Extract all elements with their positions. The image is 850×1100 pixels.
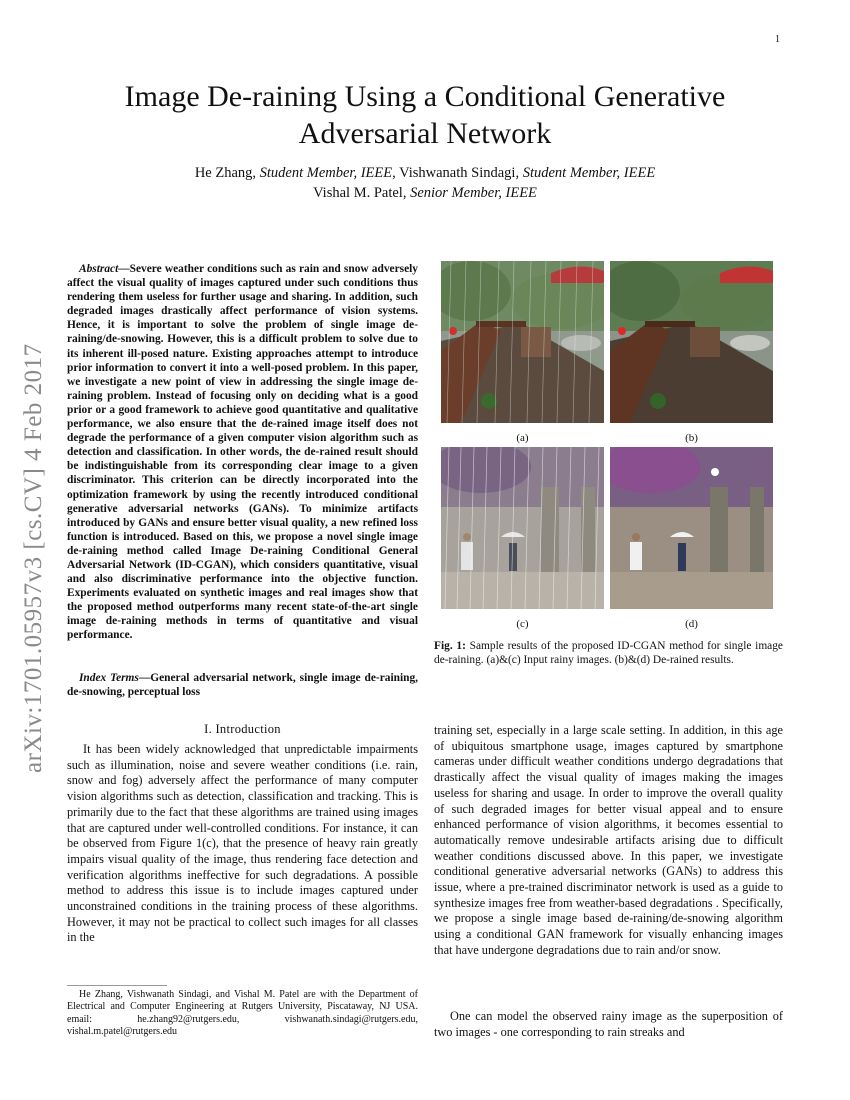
subfigure-label: (d): [685, 618, 698, 630]
intro-paragraph-1: It has been widely acknowledged that unpredictable impairments such as illumination, noise and severe weather conditions (i.e. rain, snow and fog) adversely affect the performance of many computer vision algorithms such as detection, classification and tracking. This is primarily due to the fact that these algorithms are trained using images that are captured under well-controlled conditions. For instance, it can be observed from Figure 1(c), that the presence of heavy rain greatly impairs visual quality of the image, thus rendering face detection and verification algorithms ineffective for such degradations. A possible method to address this issue is to include images captured under unconstrained conditions in the training process of these algorithms. However, it may not be practical to collect such images for all classes in the: [67, 742, 418, 945]
page-number: 1: [775, 34, 780, 45]
author-role: Senior Member, IEEE: [410, 185, 537, 201]
footnote-rule: [67, 985, 167, 986]
figure-caption: [434, 639, 783, 667]
abstract-text: Severe weather conditions such as rain and snow adversely affect the visual quality of images captured under such conditions thus rendering them useless for further usage and sharing. In addition, such degraded images drastically affect performance of vision systems. Hence, it is important to solve the problem of single image de-raining/de-snowing. However, this is a difficult problem to solve due to its inherent ill-posed nature. Existing approaches attempt to introduce prior information to convert it into a well-posed problem. In this paper, we investigate a new point of view in addressing the single image de-raining problem. Instead of focusing only on deciding what is a good prior or a good framework to achieve good quantitative and qualitative performance, we also ensure that the de-rained image itself does not degrade the performance of a given computer vision algorithm such as detection and classification. In other words, the de-rained result should be indistinguishable from its corresponding clear image to a given discriminator. This criterion can be directly incorporated into the optimization framework by using the recently introduced conditional generative adversarial networks (GANs). To minimize artifacts introduced by GANs and ensure better visual quality, a new refined loss function is introduced. Based on this, we propose a novel single image de-raining method called Image De-raining Conditional General Adversarial Network (ID-CGAN), which considers quantitative, visual and also discriminative performance into the objective function. Experiments evaluated on synthetic images and real images show that the proposed method outperforms many recent state-of-the-art single image de-raining methods in terms of quantitative and visual performance.: [67, 263, 418, 642]
author-list: He Zhang, Student Member, IEEE, Vishwanath Sindagi, Student Member, IEEE Vishal M. Patel, Senior Member, IEEE: [194, 165, 656, 201]
intro-paragraph-1-continued: training set, especially in a large scale setting. In addition, in this age of ubiquitous smartphone usage, images captured by smartphone cameras under difficult weather conditions undergo degradations that drastically affect the visual quality of images making the images useless for sharing and usage. In order to improve the overall quality of such degraded images for better visual appeal and to ensure enhanced performance of vision algorithms, it becomes essential to automatically remove undesirable artifacts arising due to difficult weather conditions discussed above. In this paper, we investigate conditional generative adversarial networks (GANs) to address this issue, where a pre-trained discriminator network is used as a guide to synthesize images free from weather-based degradations . Specifically, we propose a single image based de-raining/de-snowing algorithm using a conditional GAN framework for visually enhancing images that have undergone degradations due to rain and/or snow.: [434, 723, 783, 957]
subfigure-label: (a): [516, 432, 529, 444]
figure-caption-text: Sample results of the proposed ID-CGAN method for single image de-raining. (a)&(c) Input rainy images. (b)&(d) De-rained results.: [434, 640, 783, 667]
subfigure-label: (b): [685, 432, 698, 444]
author-role: Student Member, IEEE: [259, 165, 393, 181]
index-terms: Index Terms—General adversarial network, single image de-raining, de-snowing, perceptual loss: [67, 672, 418, 699]
abstract: Abstract—Severe weather conditions such as rain and snow adversely affect the visual quality of images captured under such conditions thus rendering them useless for further usage and sharing. In addition, such degraded images drastically affect performance of vision systems. Hence, it is important to solve the problem of single image de-raining/de-snowing. However, this is a difficult problem to solve due to its inherent ill-posed nature. Existing approaches attempt to introduce prior information to convert it into a well-posed problem. In this paper, we investigate a new point of view in addressing the single image de-raining problem. Instead of focusing only on deciding what is a good prior or a good framework to achieve good quantitative and qualitative performance, we also ensure that the de-rained image itself does not degrade the performance of a given computer vision algorithm such as detection and classification. In other words, the de-rained result should be indistinguishable from its corresponding clear image to a given discriminator. This criterion can be directly incorporated into the optimization framework by using the recently introduced conditional generative adversarial networks (GANs). To minimize artifacts introduced by GANs and ensure better visual quality, a new refined loss function is introduced. Based on this, we propose a novel single image de-raining method called Image De-raining Conditional General Adversarial Network (ID-CGAN), which considers quantitative, visual and also discriminative performance into the objective function. Experiments evaluated on synthetic images and real images show that the proposed method outperforms many recent state-of-the-art single image de-raining methods in terms of quantitative and visual performance.: [67, 263, 418, 642]
author-name: Vishal M. Patel: [313, 185, 403, 201]
index-terms-text: General adversarial network, single image de-raining, de-snowing, perceptual loss: [67, 672, 418, 699]
figure-1: [441, 261, 782, 630]
figure-image-b: [610, 261, 773, 423]
section-heading: I. Introduction: [204, 722, 281, 736]
figure-image-c: [441, 447, 604, 609]
figure-caption-label: Fig. 1:: [434, 640, 466, 652]
arxiv-identifier: arXiv:1701.05957v3 [cs.CV] 4 Feb 2017: [20, 343, 47, 773]
figure-image-a: [441, 261, 604, 423]
subfigure-label: (c): [516, 618, 529, 630]
author-name: Vishwanath Sindagi: [399, 165, 516, 181]
footnote: He Zhang, Vishwanath Sindagi, and Vishal M. Patel are with the Department of Electrical and Computer Engineering at Rutgers University, Piscataway, NJ USA. email: he.zhang92@rutgers.edu, vishwanath.sindagi@rutgers.edu, vishal.m.patel@rutgers.edu: [67, 989, 418, 1038]
paper-title: Image De-raining Using a Conditional Generative Adversarial Network: [124, 80, 726, 150]
author-name: He Zhang: [194, 165, 253, 181]
figure-image-d: [610, 447, 773, 609]
index-terms-label: Index Terms: [79, 672, 139, 684]
abstract-label: Abstract: [79, 263, 119, 275]
intro-paragraph-2: One can model the observed rainy image as the superposition of two images - one corresponding to rain streaks and: [434, 1009, 783, 1039]
author-role: Student Member, IEEE: [522, 165, 656, 181]
